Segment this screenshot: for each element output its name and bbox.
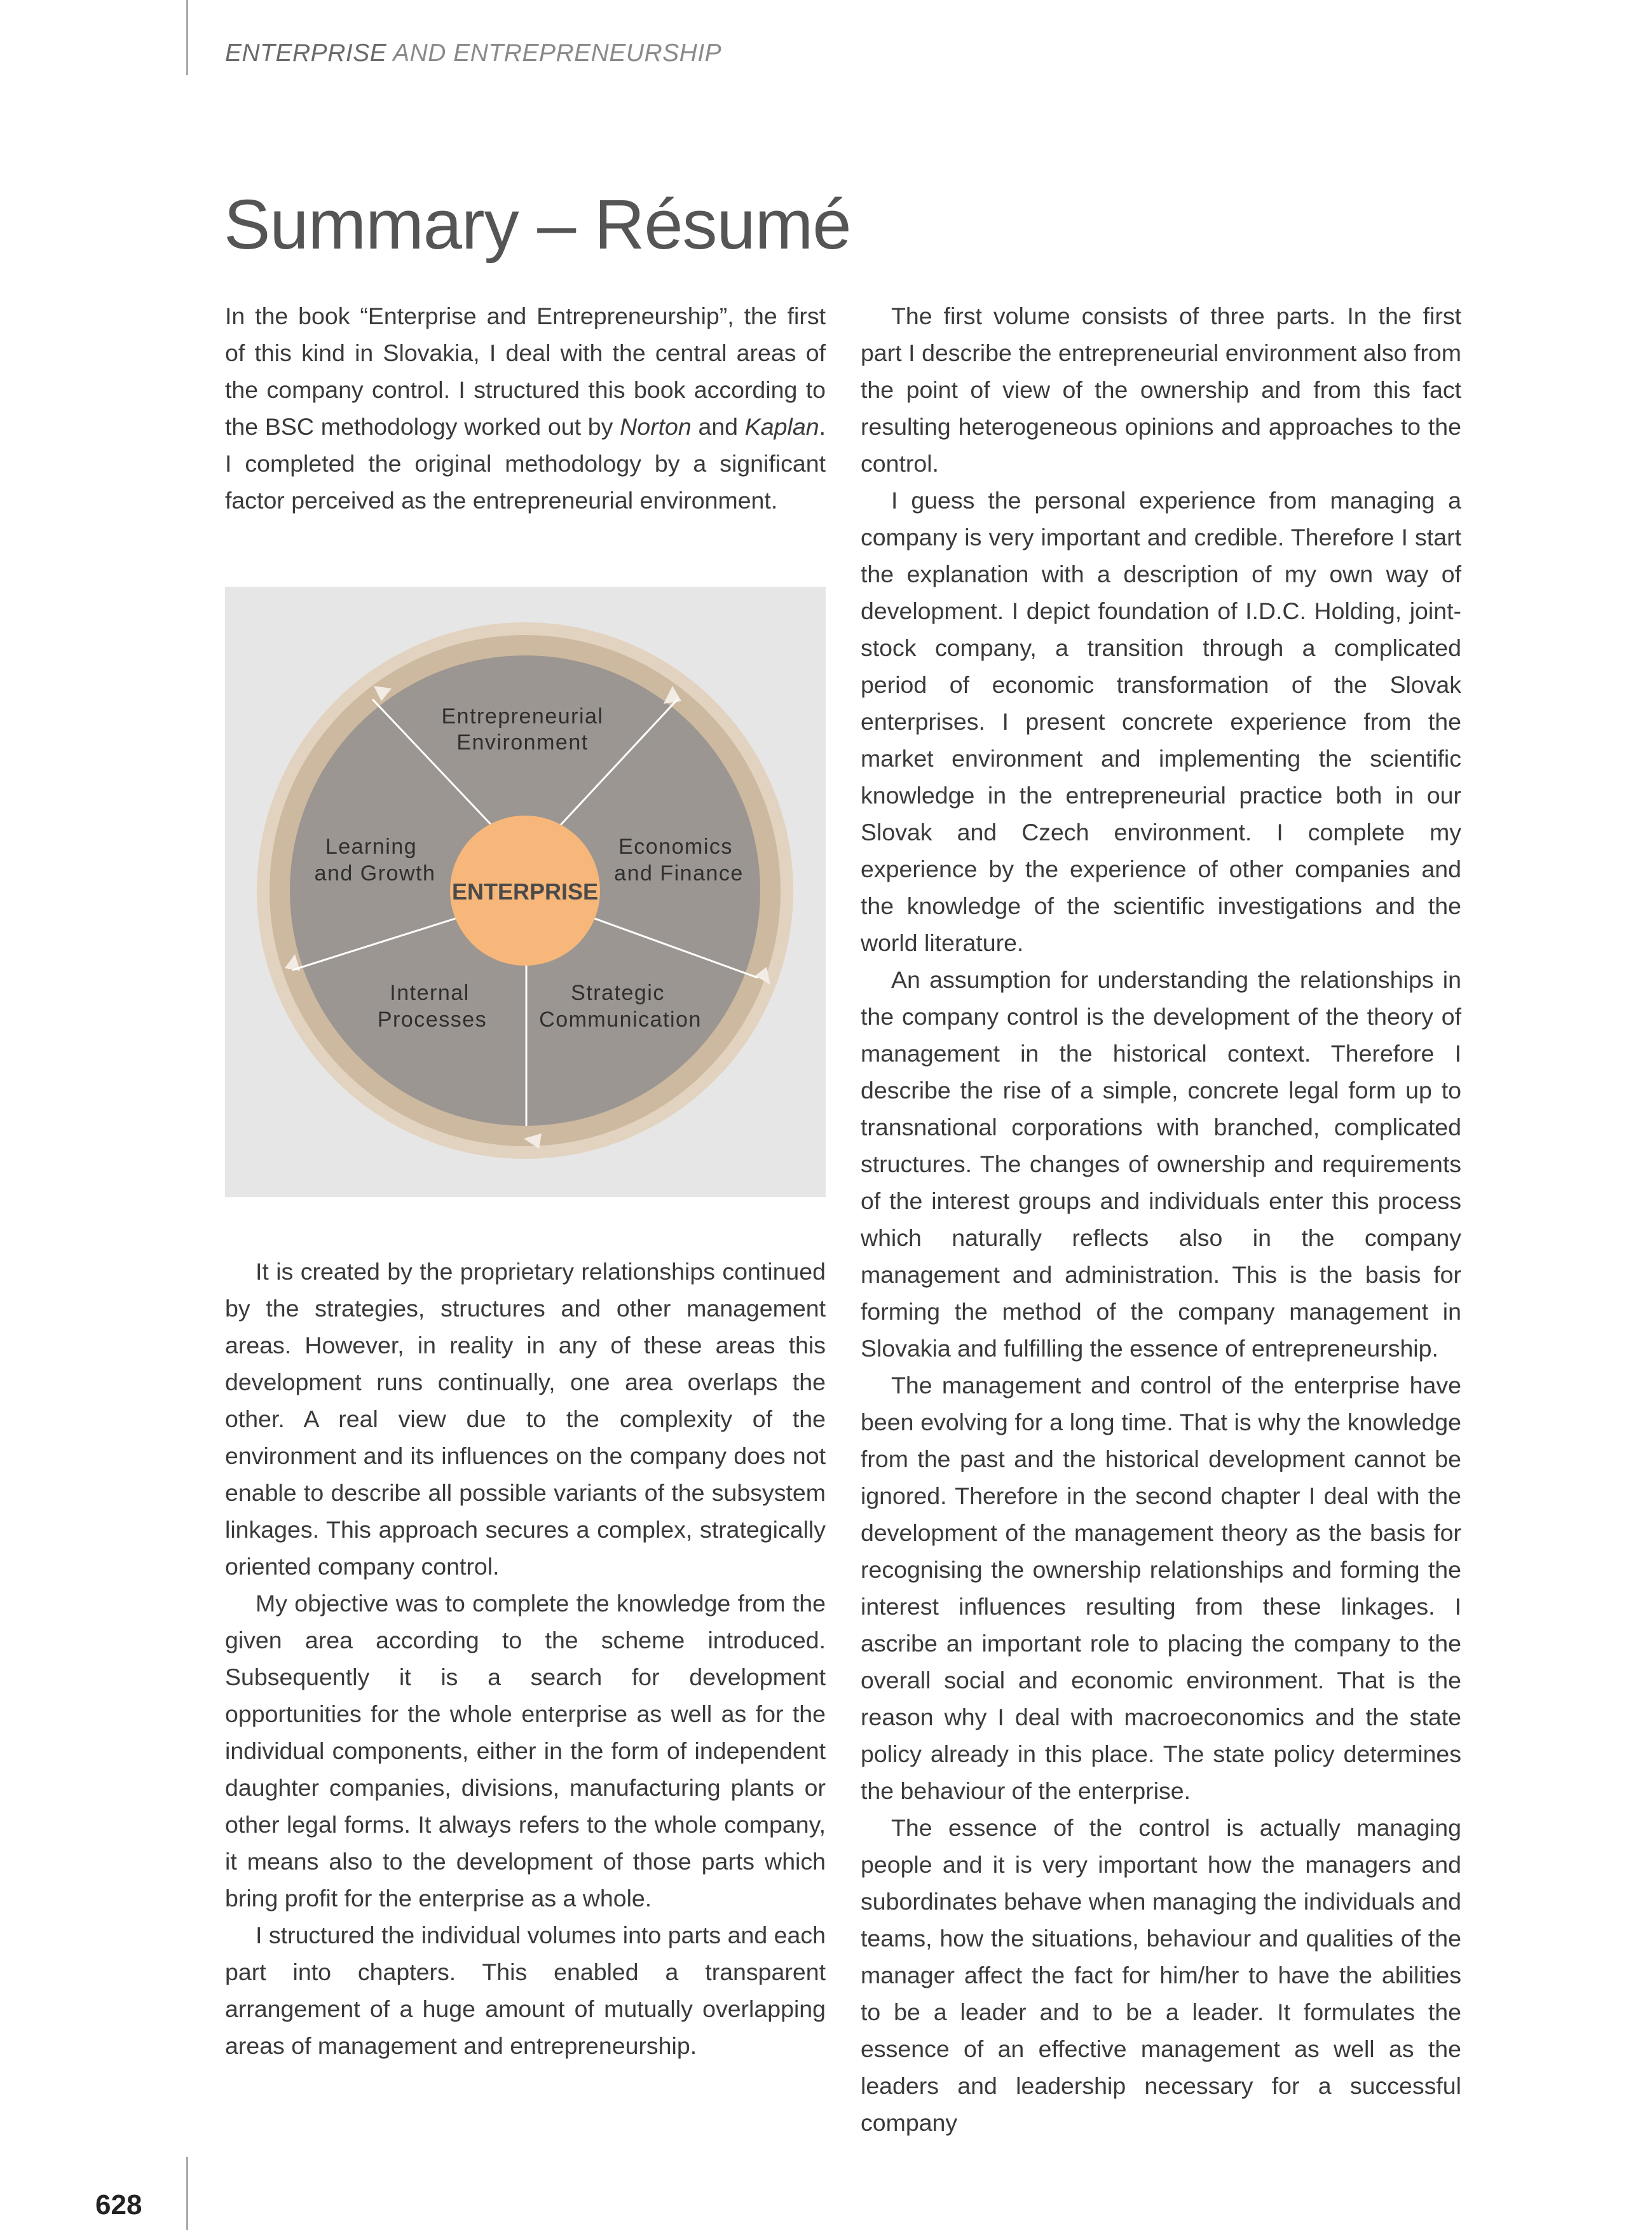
body-paragraph: The first volume consists of three parts. In the first part I describe the entrepreneurial environment also from the point of view of the ownership and from this fact resulting heterogeneous opinions and approaches to the control. <box>861 303 1461 477</box>
segment-bottom-right-line1: Strategic <box>571 981 665 1005</box>
body-paragraph: I structured the individual volumes into parts and each part into chapters. This enabled a transparent arrangement of a huge amount of mutually overlapping areas of management and entrepreneurship. <box>225 1922 826 2059</box>
body-paragraph: An assumption for understanding the relationships in the company control is the development of the theory of management in the historical context. Therefore I describe the rise of a simple, concrete legal form up to transnational corporations with branched, complicated structures. The changes of ownership and requirements of the interest groups and individuals enter this process which naturally reflects also in the company management and administration. This is the basis for forming the method of the company management in Slovakia and fulfilling the essence of entrepreneurship. <box>861 966 1461 1362</box>
intro-column <box>225 298 826 519</box>
page-number: 628 <box>95 2189 142 2220</box>
body-paragraph: I guess the personal experience from managing a company is very important and credible. Therefore I start the explanation with a description of my own way of development. I depict foundation of I.D.C. Holding, joint-stock company, a transition through a complicated period of economic transformation of the Slovak enterprises. I present concrete experience from the market environment and implementing the scientific knowledge in the entrepreneurial practice both in our Slovak and Czech environment. I complete my experience by the experience of other companies and the knowledge of the scientific investigations and the world literature. <box>861 487 1461 956</box>
segment-bottom-right-line2: Communication <box>539 1008 702 1032</box>
body-paragraph: It is created by the proprietary relationships continued by the strategies, structures and other management areas. However, in reality in any of these areas this development runs continually, one area overlaps the other. A real view due to the complexity of the environment and its influences on the company does not enable to describe all possible variants of the subsystem linkages. This approach secures a complex, strategically oriented company control. <box>225 1258 826 1580</box>
author-kaplan: Kaplan <box>744 413 819 440</box>
running-head <box>225 39 721 67</box>
enterprise-diagram <box>225 587 826 1197</box>
author-norton: Norton <box>620 413 692 440</box>
intro-text-b: and <box>691 413 745 440</box>
enterprise-wheel <box>225 587 826 1197</box>
right-column <box>861 298 1461 2141</box>
segment-left-line2: and Growth <box>314 861 436 886</box>
left-column <box>225 1253 826 2064</box>
segment-bottom-left-line1: Internal <box>390 981 470 1005</box>
segment-bottom-left-line2: Processes <box>377 1008 488 1032</box>
margin-rule-bottom <box>186 2157 188 2230</box>
segment-right-line2: and Finance <box>614 861 744 886</box>
center-label: ENTERPRISE <box>451 879 599 905</box>
segment-top-line1: Entrepreneurial <box>441 704 604 729</box>
body-paragraph: The essence of the control is actually managing people and it is very important how the managers and subordinates behave when managing the individuals and teams, how the situations, behaviour and qualities of the manager affect the fact for him/her to have the abilities to be a leader and to be a leader. It formulates the essence of an effective management as well as the leaders and leadership necessary for a successful company <box>861 1814 1461 2136</box>
body-paragraph: The management and control of the enterprise have been evolving for a long time. That is why the knowledge from the past and the historical development cannot be ignored. Therefore in the second chapter I deal with the development of the management theory as the basis for recognising the ownership relationships and forming the interest influences resulting from these linkages. I ascribe an important role to placing the company to the overall social and economic environment. That is the reason why I deal with macroeconomics and the state policy already in this place. The state policy determines the behaviour of the enterprise. <box>861 1372 1461 1804</box>
segment-left-line1: Learning <box>325 835 418 859</box>
running-head-rest: AND ENTREPRENEURSHIP <box>386 39 722 67</box>
page-title: Summary – Résumé <box>224 186 851 264</box>
intro-paragraph <box>225 298 826 519</box>
margin-rule-top <box>186 0 188 75</box>
intro-text-c: . I completed the original methodology by a significant factor perceived as the entrepreneurial environment. <box>225 413 826 514</box>
segment-right-line1: Economics <box>618 835 733 859</box>
intro-text-a: In the book “Enterprise and Entrepreneurship”, the first of this kind in Slovakia, I deal with the central areas of the company control. I structured this book according to the BSC methodology worked out by <box>225 303 826 440</box>
running-head-strong: ENTERPRISE <box>225 39 387 67</box>
segment-top-line2: Environment <box>456 730 589 755</box>
body-paragraph: My objective was to complete the knowledge from the given area according to the scheme introduced. Subsequently it is a search for development opportunities for the whole enterprise as well as for the individual components, either in the form of independent daughter companies, divisions, manufacturing plants or other legal forms. It always refers to the whole company, it means also to the development of those parts which bring profit for the enterprise as a whole. <box>225 1590 826 1912</box>
